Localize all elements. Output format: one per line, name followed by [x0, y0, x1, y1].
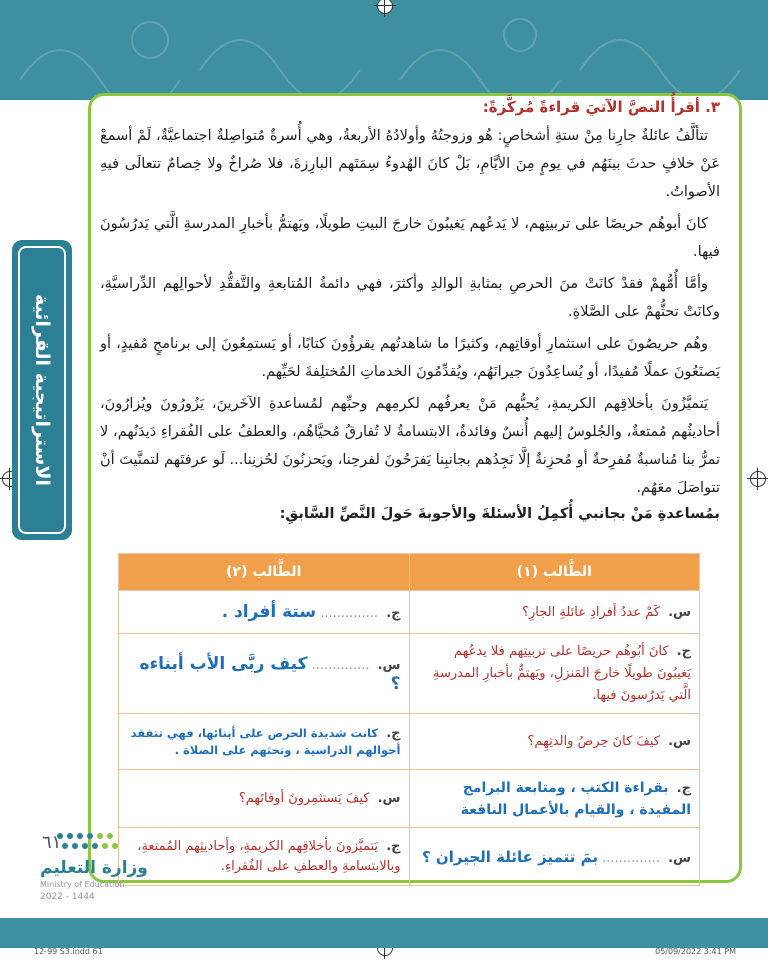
- paragraph-3: وأمَّا أُمُّهمْ فقدْ كانَتْ منَ الحرصِ بمثابةِ الوالدِ وأكثرَ، فهي دائمةُ المُتابعةِ والتَّفقُّدِ لأحوالِهم الدِّراسيَّةِ، وكانَتْ تحثُّهمْ على الصَّلاةِ.: [100, 276, 720, 320]
- handwritten-answer: كانت شديدة الحرص على أبنائها، فهي تتفقد أحوالهم الدراسية ، وتحثهم على الصلاة .: [130, 725, 401, 757]
- question-text: كَمْ عددُ أفرادِ عائلةِ الجارِ؟: [522, 604, 660, 620]
- reading-passage: [100, 98, 720, 522]
- student-2-answer[interactable]: [119, 714, 410, 770]
- table-header-row: [119, 554, 700, 591]
- answer-label: ج.: [386, 838, 401, 854]
- handwritten-answer: بقراءة الكتب ، ومتابعة البرامج المفيدة ، والقيام بالأعمال النافعة: [460, 779, 691, 818]
- answer-text: يَتميَّزونَ بأخلاقِهم الكريمةِ، وأحاديثِهم المُمتعةِ، وبالابتسامةِ والعطفِ على الفُقراءِ.: [137, 838, 401, 874]
- paragraph-1: تتألَّفُ عائلةُ جارِنا مِنْ ستةِ أشخاصٍ: هُو وزوجتُهُ وأولادُهُ الأربعةُ، وهي أُسرةٌ مُتواصِلةٌ اجتماعيَّةٌ، لَمْ أسمعْ عَنْ خلافٍ حدثَ بينَهُم في يومٍ مِنَ الأيَّامِ، بَلْ كانَ الهُدوءُ سِمَتَهم البارِزةَ، فلا صُراخٌ ولا خِصامٌ تتعالَى فيهِ الأصواتُ.: [100, 128, 720, 200]
- ministry-logo-year: 2022 - 1444: [40, 892, 95, 902]
- paragraph-4: وهُم حريصُونَ على استثمارِ أوقاتِهم، وكثيرًا ما شاهدتُهم يقرؤُونَ كتابًا، أو يَستمِعُونَ إلى برنامجٍ مُفيدٍ، أو يَصنَعُونَ عملًا مُفيدًا، أو يُساعِدُونَ جيرانَهُم، ويُقدِّمُونَ الخدماتِ المُختلِفةَ لحَيِّهم.: [100, 336, 720, 380]
- page-number: ٦١: [42, 832, 62, 853]
- handwritten-question: كيف ربَّى الأب أبناءه ؟: [139, 653, 401, 694]
- student-1-question: [409, 591, 700, 634]
- question-answer-table: [118, 553, 700, 886]
- table-row: [119, 591, 700, 634]
- student-1-question: [409, 714, 700, 770]
- bottom-decorative-band: [0, 918, 768, 948]
- side-tab-label: الاستراتيجية القرائية: [31, 294, 53, 486]
- header-student-1: الطَّالب (١): [409, 554, 700, 591]
- table-row: [119, 714, 700, 770]
- student-2-question: [119, 770, 410, 828]
- answer-label: ج.: [386, 606, 401, 621]
- registration-mark-right: [750, 471, 766, 487]
- student-1-question[interactable]: [409, 828, 700, 886]
- ministry-logo-subtitle: Ministry of Education: [40, 880, 125, 889]
- dotted-line: ..............: [311, 657, 370, 673]
- exercise-heading: ٣. أقرأُ النصَّ الآتيَ قراءةً مُركَّزةً:: [482, 98, 720, 116]
- question-text: كيفَ يَستثمِرونَ أوقاتَهم؟: [238, 791, 370, 806]
- question-label: س.: [668, 850, 691, 866]
- answer-label: ج.: [676, 780, 691, 796]
- dotted-line: ..............: [602, 850, 660, 866]
- ministry-logo-text: وزارة التعليم: [40, 858, 148, 878]
- table-row: [119, 634, 700, 714]
- handwritten-question: بمَ تتميز عائلة الجيران ؟: [422, 847, 598, 866]
- question-label: س.: [668, 734, 691, 749]
- student-2-answer[interactable]: [119, 591, 410, 634]
- answer-text: كانَ أبُوهُم حريصًا على تربيتِهم فلا يدعُهم يَغيبُونَ طويلًا خارجَ المَنزلِ، ويَهتمُّ بأخبارِ المدرسةِ الَّتي يَدرُسونَ فيها.: [432, 643, 691, 703]
- strategy-side-tab: [12, 240, 72, 540]
- table-row: [119, 828, 700, 886]
- table-row: [119, 770, 700, 828]
- answer-label: ج.: [676, 643, 691, 659]
- answer-label: ج.: [386, 725, 401, 741]
- question-label: س.: [377, 791, 401, 806]
- student-2-question[interactable]: [119, 634, 410, 714]
- handwritten-answer: ستة أفراد .: [221, 602, 317, 622]
- table-instruction: بمُساعدةِ مَنْ بجانبي أُكمِلُ الأسئلةَ والأجوبةَ حَولَ النَّصِّ السَّابقِ:: [279, 506, 720, 522]
- student-1-answer[interactable]: [409, 770, 700, 828]
- student-2-answer: [119, 828, 410, 886]
- question-label: س.: [377, 657, 401, 673]
- dotted-line: ..............: [320, 606, 379, 621]
- question-text: كيفَ كانَ حِرصُ والدتِهِم؟: [527, 734, 660, 749]
- paragraph-2: كانَ أبوهُم حريصًا على تربيتِهم، لا يَدعُهم يَغيبُونَ خارجَ البيتِ طويلًا، ويَهتمُّ بأخبارِ المدرسةِ الَّتي يَدرُسُونَ فيها.: [100, 216, 720, 260]
- paragraph-5: يَتميَّزُونَ بأخلاقِهم الكريمةِ، يُحبُّهم مَنْ يعرفُهم لكرمِهم وحبِّهم لمُساعدةِ الآخَرينَ، يَزُورُونَ ويُزارُونَ، أحاديثُهم مُمتعةٌ، والجُلوسُ إليهم أُنسٌ وفائدةٌ، الابتسامةُ لا تُفارقُ مُحيَّاهُم، والعطفُ على الفُقراءِ دَيدَنُهم، لا تمرُّ بنا مُناسبةٌ مُفرِحةٌ أو مُحزِنةٌ إلَّا نَجِدُهم بجانبِنا يَفرَحُونَ لفرحِنا، ويَحزنُونَ لحُزنِنا... لَو عرفتَهم لتمنَّيتَ أنْ تتواصَلَ معَهُم.: [100, 396, 720, 496]
- header-student-2: الطَّالب (٢): [119, 554, 410, 591]
- question-label: س.: [668, 604, 691, 620]
- print-slug-left: 12-99 S3.indd 61: [34, 947, 103, 956]
- print-slug-right: 05/09/2022 3:41 PM: [655, 947, 736, 956]
- student-1-answer: [409, 634, 700, 714]
